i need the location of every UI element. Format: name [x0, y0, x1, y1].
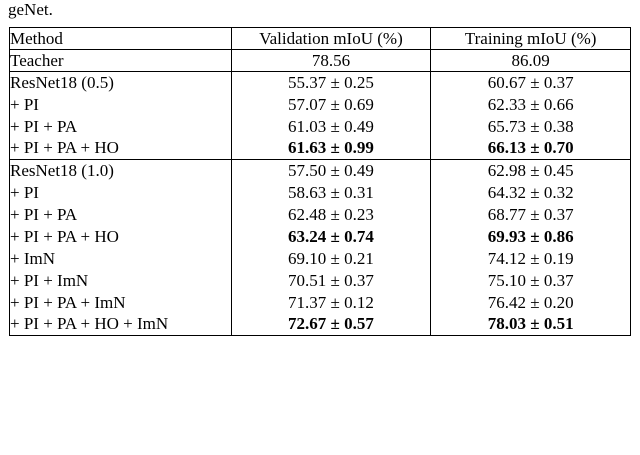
cell-validation-miou: 58.63 ± 0.31	[231, 182, 431, 204]
cell-validation-miou: 78.56	[231, 50, 431, 72]
cell-training-miou: 60.67 ± 0.37	[431, 72, 631, 94]
cell-method: + PI	[10, 94, 232, 116]
column-header-training-miou: Training mIoU (%)	[431, 28, 631, 50]
table-header-row	[10, 28, 631, 50]
column-header-validation-miou: Validation mIoU (%)	[231, 28, 431, 50]
table-row	[10, 204, 631, 226]
cell-method: Teacher	[10, 50, 232, 72]
table-row	[10, 292, 631, 314]
cell-training-miou: 74.12 ± 0.19	[431, 248, 631, 270]
cell-method: + PI + ImN	[10, 270, 232, 292]
table-row	[10, 138, 631, 160]
table-row	[10, 248, 631, 270]
cell-training-miou: 62.33 ± 0.66	[431, 94, 631, 116]
table-row	[10, 226, 631, 248]
cell-method: + PI + PA + HO	[10, 226, 232, 248]
cell-validation-miou: 61.63 ± 0.99	[231, 138, 431, 160]
cell-validation-miou: 69.10 ± 0.21	[231, 248, 431, 270]
cell-validation-miou: 57.07 ± 0.69	[231, 94, 431, 116]
results-table	[9, 27, 631, 336]
table-row	[10, 160, 631, 182]
cell-training-miou: 75.10 ± 0.37	[431, 270, 631, 292]
cell-method: + PI + PA	[10, 116, 232, 138]
cell-training-miou: 64.32 ± 0.32	[431, 182, 631, 204]
cell-validation-miou: 62.48 ± 0.23	[231, 204, 431, 226]
cell-training-miou: 66.13 ± 0.70	[431, 138, 631, 160]
table-row	[10, 270, 631, 292]
cell-validation-miou: 71.37 ± 0.12	[231, 292, 431, 314]
caption-tail-text: geNet.	[8, 0, 53, 19]
cell-training-miou: 86.09	[431, 50, 631, 72]
cell-method: + PI	[10, 182, 232, 204]
cell-method: ResNet18 (0.5)	[10, 72, 232, 94]
column-header-method: Method	[10, 28, 232, 50]
cell-method: ResNet18 (1.0)	[10, 160, 232, 182]
cell-training-miou: 65.73 ± 0.38	[431, 116, 631, 138]
table-row	[10, 182, 631, 204]
cell-method: + PI + PA	[10, 204, 232, 226]
cell-validation-miou: 61.03 ± 0.49	[231, 116, 431, 138]
cell-validation-miou: 63.24 ± 0.74	[231, 226, 431, 248]
cell-method: + PI + PA + HO	[10, 138, 232, 160]
cell-training-miou: 68.77 ± 0.37	[431, 204, 631, 226]
table-row	[10, 50, 631, 72]
cell-method: + PI + PA + HO + ImN	[10, 314, 232, 336]
cell-method: + PI + PA + ImN	[10, 292, 232, 314]
cell-validation-miou: 55.37 ± 0.25	[231, 72, 431, 94]
cell-training-miou: 62.98 ± 0.45	[431, 160, 631, 182]
table-row	[10, 94, 631, 116]
table-row	[10, 314, 631, 336]
cell-method: + ImN	[10, 248, 232, 270]
cell-validation-miou: 70.51 ± 0.37	[231, 270, 431, 292]
cell-training-miou: 69.93 ± 0.86	[431, 226, 631, 248]
cell-training-miou: 78.03 ± 0.51	[431, 314, 631, 336]
table-row	[10, 72, 631, 94]
cell-training-miou: 76.42 ± 0.20	[431, 292, 631, 314]
cell-validation-miou: 72.67 ± 0.57	[231, 314, 431, 336]
table-row	[10, 116, 631, 138]
cell-validation-miou: 57.50 ± 0.49	[231, 160, 431, 182]
